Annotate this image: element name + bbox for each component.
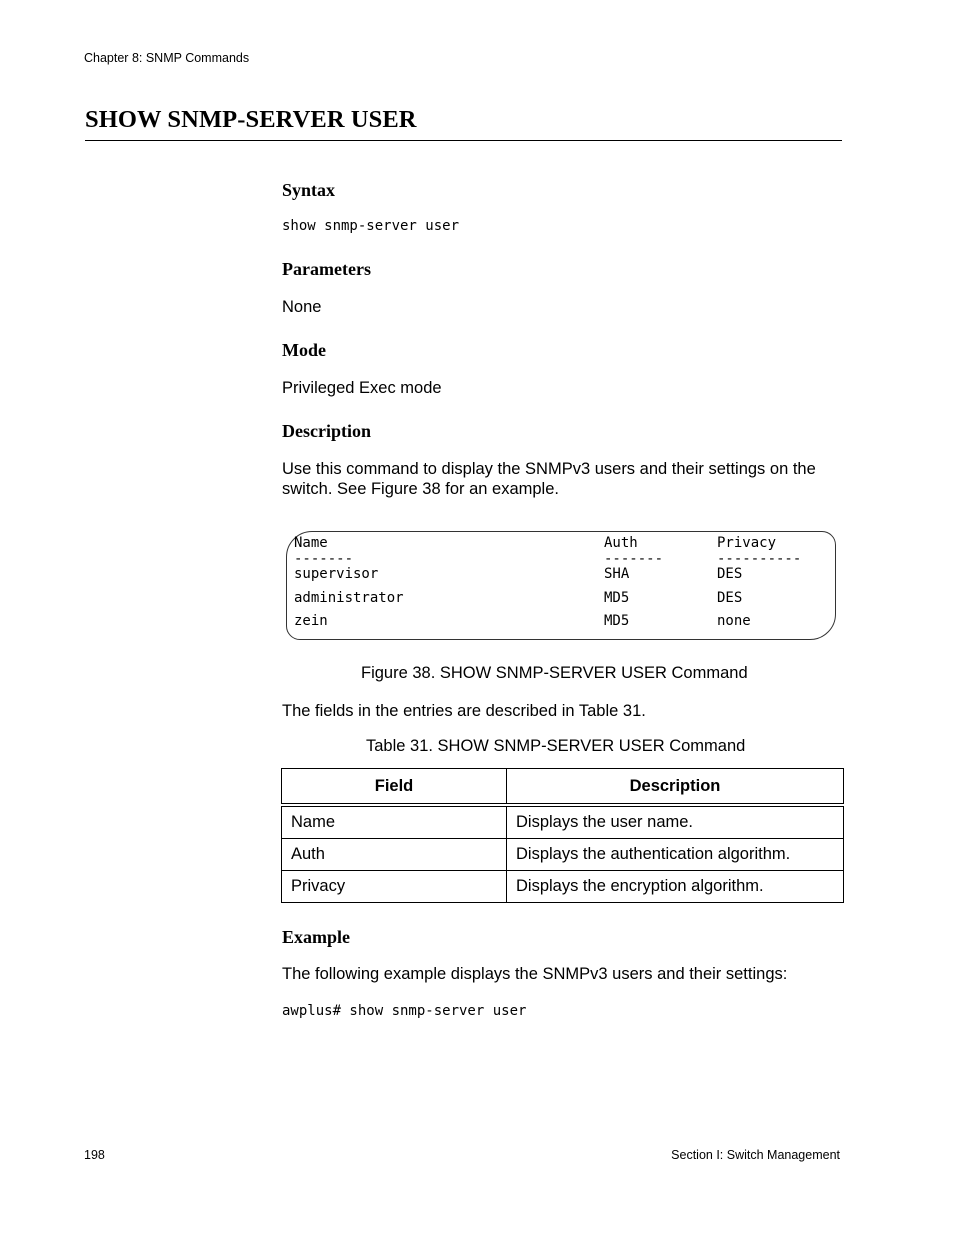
page-title: SHOW SNMP-SERVER USER bbox=[85, 106, 417, 133]
figure-row-privacy: none bbox=[717, 613, 751, 629]
description-line-1: Use this command to display the SNMPv3 users and their settings on the bbox=[282, 460, 816, 478]
description-line-2: switch. See Figure 38 for an example. bbox=[282, 480, 559, 498]
figure-col-privacy-header: Privacy bbox=[717, 535, 777, 551]
figure-row-privacy: DES bbox=[717, 566, 743, 582]
parameters-text: None bbox=[282, 298, 322, 316]
description-heading: Description bbox=[282, 421, 371, 441]
figure-row-name: administrator bbox=[294, 590, 404, 606]
table-row bbox=[282, 805, 844, 839]
table-cell-field: Privacy bbox=[282, 871, 507, 903]
title-rule bbox=[85, 140, 842, 141]
fields-intro: The fields in the entries are described in Table 31. bbox=[282, 702, 646, 720]
mode-heading: Mode bbox=[282, 340, 326, 360]
figure-row-auth: MD5 bbox=[604, 613, 630, 629]
example-code: awplus# show snmp-server user bbox=[282, 1003, 527, 1019]
table-header-description: Description bbox=[507, 769, 844, 806]
figure-row-auth: MD5 bbox=[604, 590, 630, 606]
figure-row-auth: SHA bbox=[604, 566, 630, 582]
example-heading: Example bbox=[282, 927, 351, 947]
table-cell-description: Displays the user name. bbox=[507, 805, 844, 839]
table-cell-field: Auth bbox=[282, 839, 507, 871]
figure-caption: Figure 38. SHOW SNMP-SERVER USER Command bbox=[361, 664, 748, 682]
mode-text: Privileged Exec mode bbox=[282, 379, 442, 397]
figure-separator: ------- bbox=[294, 551, 354, 567]
page-number: 198 bbox=[84, 1148, 105, 1162]
example-text: The following example displays the SNMPv3 users and their settings: bbox=[282, 965, 788, 983]
figure-row-name: supervisor bbox=[294, 566, 379, 582]
table-header-row bbox=[282, 769, 844, 806]
figure-col-auth-header: Auth bbox=[604, 535, 638, 551]
table-caption: Table 31. SHOW SNMP-SERVER USER Command bbox=[366, 737, 746, 755]
figure-row-privacy: DES bbox=[717, 590, 743, 606]
figure-separator: ---------- bbox=[717, 551, 802, 567]
fields-table bbox=[281, 768, 844, 903]
table-cell-description: Displays the encryption algorithm. bbox=[507, 871, 844, 903]
syntax-code: show snmp-server user bbox=[282, 218, 460, 234]
figure-separator: ------- bbox=[604, 551, 664, 567]
table-row bbox=[282, 839, 844, 871]
table-cell-description: Displays the authentication algorithm. bbox=[507, 839, 844, 871]
footer-section: Section I: Switch Management bbox=[671, 1148, 840, 1162]
running-header: Chapter 8: SNMP Commands bbox=[84, 51, 250, 65]
figure-col-name-header: Name bbox=[294, 535, 328, 551]
parameters-heading: Parameters bbox=[282, 259, 371, 279]
table-cell-field: Name bbox=[282, 805, 507, 839]
table-header-field: Field bbox=[282, 769, 507, 806]
syntax-heading: Syntax bbox=[282, 180, 336, 200]
table-row bbox=[282, 871, 844, 903]
figure-row-name: zein bbox=[294, 613, 328, 629]
